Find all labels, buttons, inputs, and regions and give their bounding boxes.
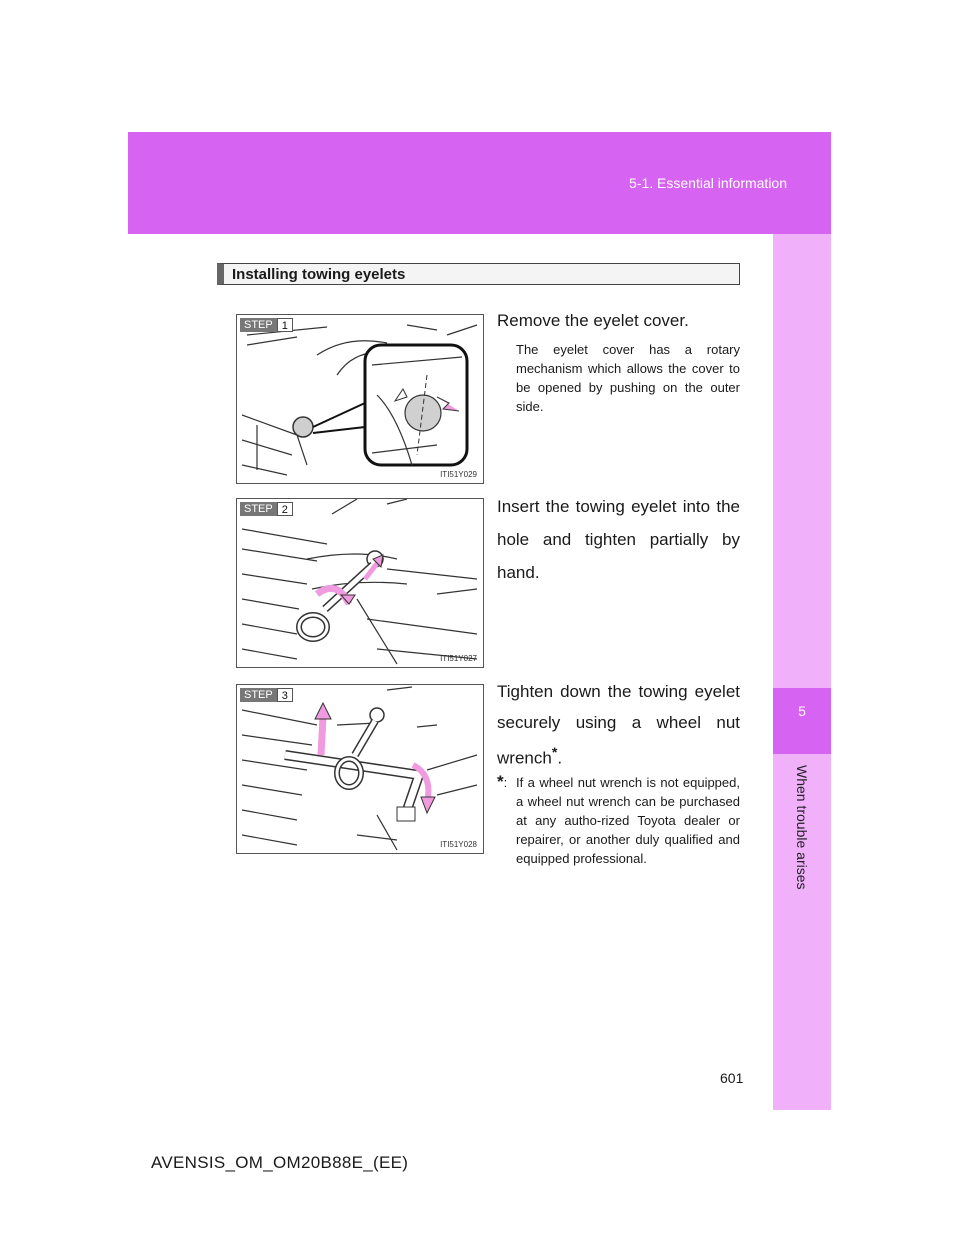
step3-text-body: Tighten down the towing eyelet securely using a wheel nut wrench (497, 682, 740, 768)
step-number: 2 (277, 502, 293, 516)
footnote-mark: * (497, 772, 504, 791)
figure-code: ITI51Y027 (440, 654, 477, 663)
page-number: 601 (720, 1070, 744, 1086)
step2-text: Insert the towing eyelet into the hole and tighten partially by hand. (497, 497, 740, 582)
step3-badge (240, 688, 293, 702)
step-word: STEP (240, 318, 277, 332)
step3-illustration (236, 684, 484, 854)
step1-text: Remove the eyelet cover. (497, 311, 689, 330)
chapter-number: 5 (798, 703, 806, 719)
eyelet-cover-drawing (237, 315, 483, 483)
towing-eyelet-insert-drawing (237, 499, 483, 667)
wrench-tighten-drawing (237, 685, 483, 853)
section-breadcrumb: 5-1. Essential information (629, 175, 787, 191)
step3-text-end: . (557, 748, 563, 768)
step-number: 1 (277, 318, 293, 332)
chapter-label-text: When trouble arises (794, 765, 810, 890)
step2-badge (240, 502, 293, 516)
footnote (497, 772, 740, 868)
step1-note: The eyelet cover has a rotary mechanism which allows the cover to be opened by pushing on the outer side. (516, 342, 740, 414)
step1-badge (240, 318, 293, 332)
step3-text (497, 676, 740, 774)
step2-illustration (236, 498, 484, 668)
figure-code: ITI51Y029 (440, 470, 477, 479)
chapter-number-block (773, 688, 831, 754)
document-code: AVENSIS_OM_OM20B88E_(EE) (151, 1153, 409, 1172)
side-tab (773, 234, 831, 1110)
section-heading: Installing towing eyelets (217, 263, 740, 285)
header-band (128, 132, 831, 234)
chapter-label (773, 765, 831, 895)
step-word: STEP (240, 502, 277, 516)
step-word: STEP (240, 688, 277, 702)
step-number: 3 (277, 688, 293, 702)
step1-illustration (236, 314, 484, 484)
asterisk-mark: * (551, 745, 558, 761)
figure-code: ITI51Y028 (440, 840, 477, 849)
footnote-colon: : (503, 775, 508, 790)
footnote-text: If a wheel nut wrench is not equipped, a wheel nut wrench can be purchased at any autho-rized Toyota dealer or repairer, or another duly qualified and equipped professional. (516, 775, 740, 866)
